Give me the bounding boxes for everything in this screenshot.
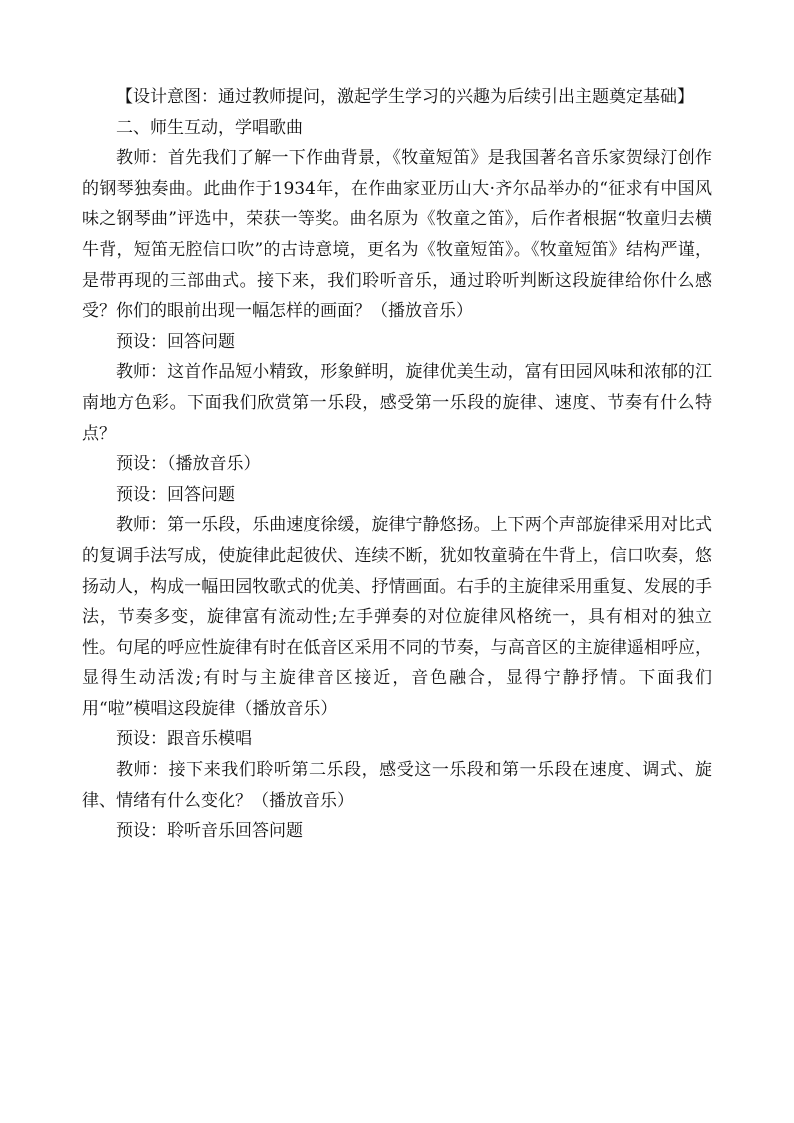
preset-listen-answer: 预设：聆听音乐回答问题 xyxy=(116,821,303,842)
design-intent-paragraph: 【设计意图：通过教师提问，激起学生学习的兴趣为后续引出主题奠定基础】 xyxy=(116,87,694,107)
document-body xyxy=(82,82,712,847)
teacher-paragraph-second-section: 教师：接下来我们聆听第二乐段，感受这一乐段和第一乐段在速度、调式、旋律、情绪有什么变化？（播放音乐） xyxy=(82,760,712,811)
preset-sing-along: 预设：跟音乐模唱 xyxy=(116,729,252,750)
preset-play-music: 预设：（播放音乐） xyxy=(116,454,261,475)
teacher-paragraph-first-section: 教师：第一乐段，乐曲速度徐缓，旋律宁静悠扬。上下两个声部旋律采用对比式的复调手法写成，使旋律此起彼伏、连续不断，犹如牧童骑在牛背上，信口吹奏，悠扬动人，构成一幅田园牧歌式的优美、抒情画面。右手的主旋律采用重复、发展的手法，节奏多变，旋律富有流动性;左手弹奏的对位旋律风格统一，具有相对的独立性。句尾的呼应性旋律有时在低音区采用不同的节奏，与高音区的主旋律遥相呼应，显得生动活泼;有时与主旋律音区接近，音色融合，显得宁静抒情。下面我们用“啦”模唱这段旋律（播放音乐） xyxy=(82,515,712,719)
section-heading: 二、师生互动，学唱歌曲 xyxy=(116,117,303,138)
preset-answer-2: 预设：回答问题 xyxy=(116,484,235,505)
preset-answer-1: 预设：回答问题 xyxy=(116,331,235,352)
teacher-paragraph-background: 教师：首先我们了解一下作曲背景，《牧童短笛》是我国著名音乐家贺绿汀创作的钢琴独奏曲。此曲作于1934年，在作曲家亚历山大·齐尔品举办的“征求有中国风味之钢琴曲”评选中，荣获一等奖。曲名原为《牧童之笛》，后作者根据“牧童归去横牛背，短笛无腔信口吹”的古诗意境，更名为《牧童短笛》。《牧童短笛》结构严谨，是带再现的三部曲式。接下来，我们聆听音乐，通过聆听判断这段旋律给你什么感受？你们的眼前出现一幅怎样的画面？（播放音乐） xyxy=(82,148,712,322)
teacher-paragraph-appreciation: 教师：这首作品短小精致，形象鲜明，旋律优美生动，富有田园风味和浓郁的江南地方色彩。下面我们欣赏第一乐段，感受第一乐段的旋律、速度、节奏有什么特点？ xyxy=(82,362,712,444)
